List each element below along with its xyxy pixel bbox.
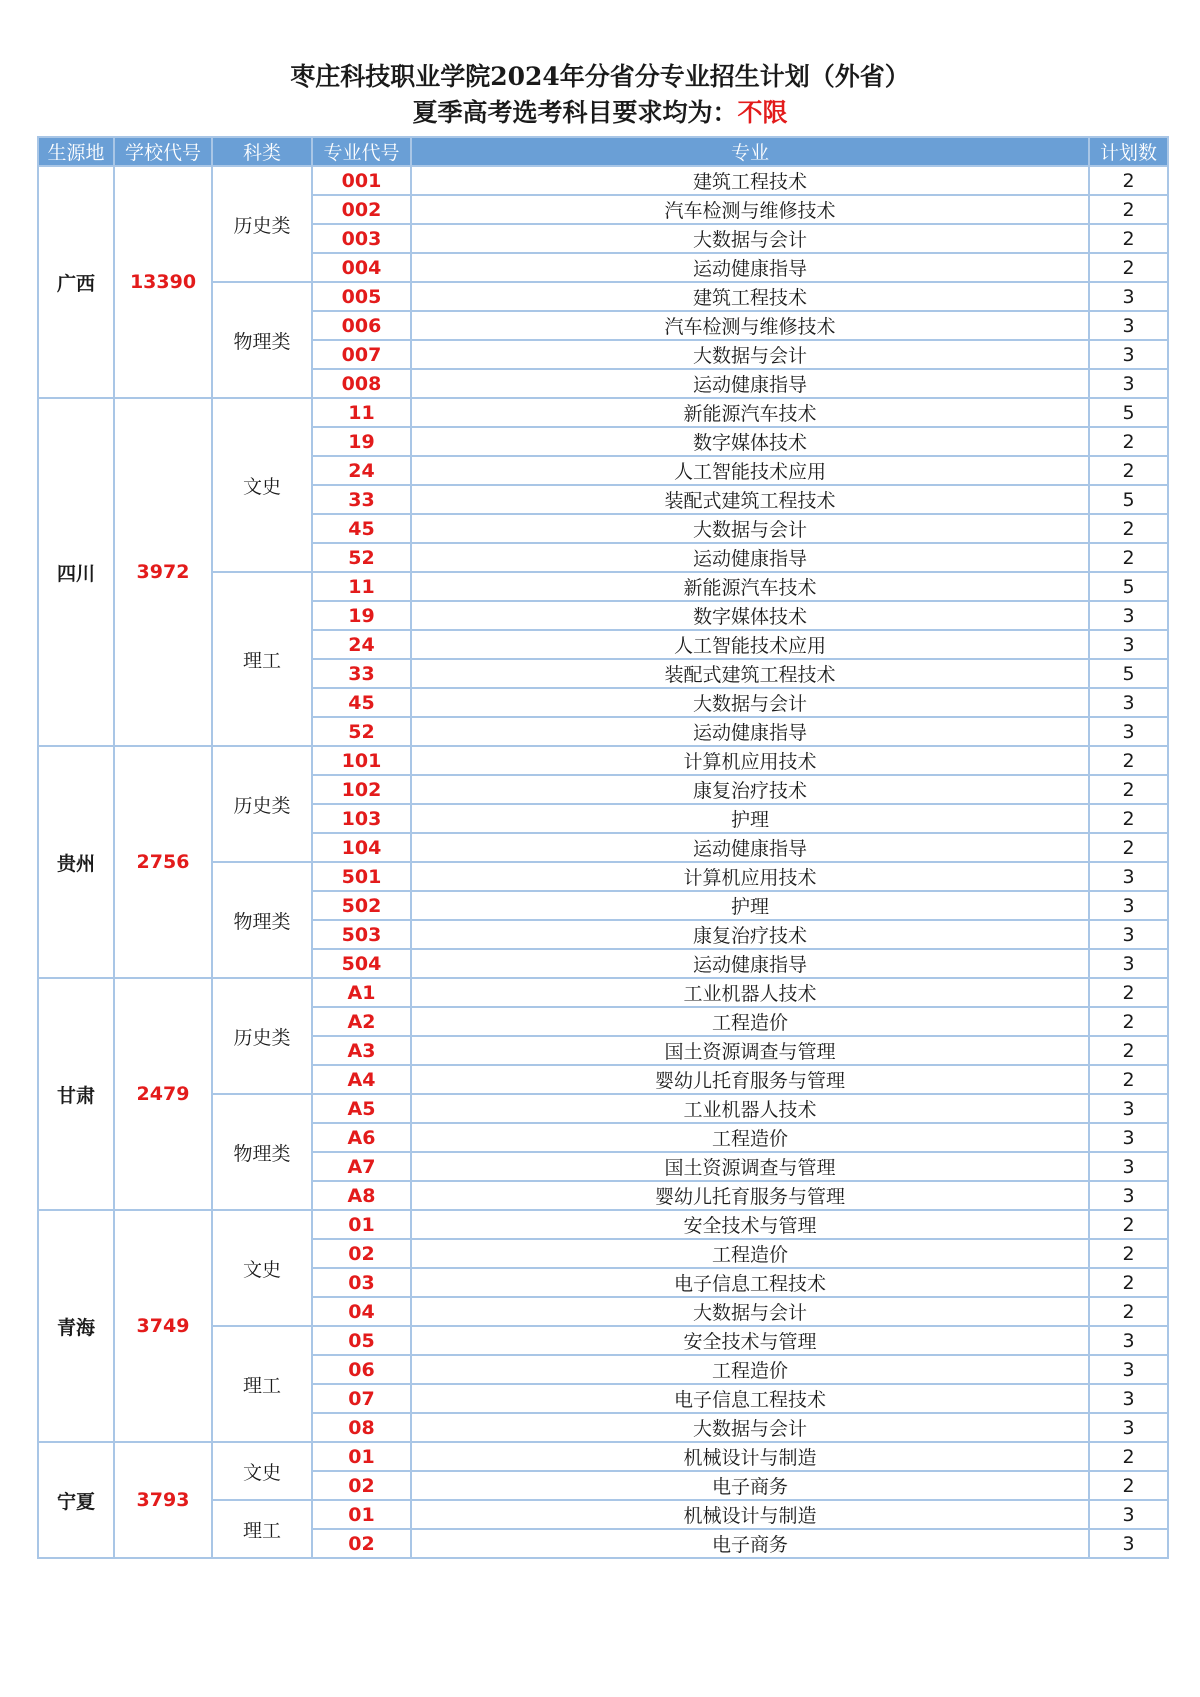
- major-cell: 大数据与会计: [411, 1297, 1089, 1326]
- header-category: 科类: [212, 137, 312, 166]
- province-cell: 贵州: [38, 746, 114, 978]
- major-cell: 汽车检测与维修技术: [411, 311, 1089, 340]
- table-row: [38, 166, 1168, 195]
- plan-count-cell: 3: [1089, 311, 1168, 340]
- table-body: [38, 166, 1168, 1558]
- major-code-cell: 01: [312, 1500, 411, 1529]
- major-cell: 婴幼儿托育服务与管理: [411, 1181, 1089, 1210]
- plan-count-cell: 2: [1089, 514, 1168, 543]
- major-cell: 新能源汽车技术: [411, 572, 1089, 601]
- category-cell: 物理类: [212, 1094, 312, 1210]
- plan-count-cell: 3: [1089, 1181, 1168, 1210]
- header-school-code: 学校代号: [114, 137, 212, 166]
- major-cell: 护理: [411, 891, 1089, 920]
- major-cell: 人工智能技术应用: [411, 456, 1089, 485]
- major-cell: 工业机器人技术: [411, 978, 1089, 1007]
- plan-count-cell: 2: [1089, 1036, 1168, 1065]
- plan-count-cell: 5: [1089, 485, 1168, 514]
- major-code-cell: 06: [312, 1355, 411, 1384]
- major-code-cell: 005: [312, 282, 411, 311]
- major-cell: 运动健康指导: [411, 717, 1089, 746]
- enrollment-plan-table: [37, 136, 1169, 1559]
- major-cell: 电子信息工程技术: [411, 1268, 1089, 1297]
- page-subtitle: [0, 96, 1200, 130]
- major-cell: 电子信息工程技术: [411, 1384, 1089, 1413]
- major-code-cell: 07: [312, 1384, 411, 1413]
- major-cell: 运动健康指导: [411, 253, 1089, 282]
- major-code-cell: 101: [312, 746, 411, 775]
- major-code-cell: 102: [312, 775, 411, 804]
- category-cell: 理工: [212, 572, 312, 746]
- plan-count-cell: 3: [1089, 862, 1168, 891]
- major-code-cell: 45: [312, 514, 411, 543]
- major-cell: 康复治疗技术: [411, 920, 1089, 949]
- plan-count-cell: 2: [1089, 1268, 1168, 1297]
- major-cell: 机械设计与制造: [411, 1442, 1089, 1471]
- major-code-cell: 02: [312, 1239, 411, 1268]
- major-code-cell: 11: [312, 572, 411, 601]
- table-header-row: [38, 137, 1168, 166]
- major-code-cell: 05: [312, 1326, 411, 1355]
- major-code-cell: 01: [312, 1442, 411, 1471]
- major-cell: 人工智能技术应用: [411, 630, 1089, 659]
- header-province: 生源地: [38, 137, 114, 166]
- plan-count-cell: 3: [1089, 717, 1168, 746]
- header-major: 专业: [411, 137, 1089, 166]
- major-code-cell: 006: [312, 311, 411, 340]
- major-cell: 建筑工程技术: [411, 166, 1089, 195]
- major-cell: 安全技术与管理: [411, 1326, 1089, 1355]
- major-cell: 工程造价: [411, 1355, 1089, 1384]
- plan-count-cell: 2: [1089, 224, 1168, 253]
- major-cell: 数字媒体技术: [411, 427, 1089, 456]
- major-code-cell: 33: [312, 659, 411, 688]
- plan-count-cell: 2: [1089, 775, 1168, 804]
- major-cell: 康复治疗技术: [411, 775, 1089, 804]
- major-cell: 电子商务: [411, 1471, 1089, 1500]
- plan-count-cell: 3: [1089, 1413, 1168, 1442]
- category-cell: 文史: [212, 398, 312, 572]
- plan-count-cell: 3: [1089, 340, 1168, 369]
- major-cell: 机械设计与制造: [411, 1500, 1089, 1529]
- plan-count-cell: 3: [1089, 630, 1168, 659]
- major-code-cell: 103: [312, 804, 411, 833]
- major-code-cell: 45: [312, 688, 411, 717]
- major-cell: 工程造价: [411, 1007, 1089, 1036]
- plan-count-cell: 2: [1089, 195, 1168, 224]
- major-code-cell: 007: [312, 340, 411, 369]
- category-cell: 理工: [212, 1326, 312, 1442]
- plan-count-cell: 2: [1089, 427, 1168, 456]
- major-code-cell: A6: [312, 1123, 411, 1152]
- major-code-cell: 04: [312, 1297, 411, 1326]
- major-code-cell: 24: [312, 456, 411, 485]
- table-row: [38, 978, 1168, 1007]
- major-cell: 装配式建筑工程技术: [411, 659, 1089, 688]
- major-cell: 电子商务: [411, 1529, 1089, 1558]
- table-row: [38, 398, 1168, 427]
- school-code-cell: 3972: [114, 398, 212, 746]
- plan-count-cell: 5: [1089, 398, 1168, 427]
- major-cell: 运动健康指导: [411, 833, 1089, 862]
- plan-count-cell: 2: [1089, 978, 1168, 1007]
- plan-count-cell: 3: [1089, 891, 1168, 920]
- plan-count-cell: 3: [1089, 1355, 1168, 1384]
- plan-count-cell: 3: [1089, 1326, 1168, 1355]
- plan-count-cell: 5: [1089, 659, 1168, 688]
- plan-count-cell: 3: [1089, 1529, 1168, 1558]
- major-cell: 装配式建筑工程技术: [411, 485, 1089, 514]
- plan-count-cell: 3: [1089, 1500, 1168, 1529]
- major-code-cell: A7: [312, 1152, 411, 1181]
- school-code-cell: 2756: [114, 746, 212, 978]
- province-cell: 甘肃: [38, 978, 114, 1210]
- plan-count-cell: 3: [1089, 920, 1168, 949]
- major-cell: 工程造价: [411, 1123, 1089, 1152]
- plan-count-cell: 3: [1089, 369, 1168, 398]
- major-code-cell: 52: [312, 717, 411, 746]
- major-code-cell: 08: [312, 1413, 411, 1442]
- major-code-cell: A1: [312, 978, 411, 1007]
- major-cell: 运动健康指导: [411, 949, 1089, 978]
- plan-count-cell: 3: [1089, 1384, 1168, 1413]
- major-cell: 建筑工程技术: [411, 282, 1089, 311]
- major-code-cell: 502: [312, 891, 411, 920]
- major-code-cell: 003: [312, 224, 411, 253]
- province-cell: 青海: [38, 1210, 114, 1442]
- plan-count-cell: 2: [1089, 253, 1168, 282]
- plan-count-cell: 2: [1089, 833, 1168, 862]
- school-code-cell: 3793: [114, 1442, 212, 1558]
- table-row: [38, 1210, 1168, 1239]
- major-cell: 护理: [411, 804, 1089, 833]
- plan-count-cell: 5: [1089, 572, 1168, 601]
- plan-count-cell: 3: [1089, 688, 1168, 717]
- major-code-cell: A2: [312, 1007, 411, 1036]
- plan-count-cell: 2: [1089, 804, 1168, 833]
- plan-count-cell: 3: [1089, 1152, 1168, 1181]
- plan-count-cell: 2: [1089, 543, 1168, 572]
- major-cell: 计算机应用技术: [411, 862, 1089, 891]
- major-cell: 数字媒体技术: [411, 601, 1089, 630]
- major-cell: 大数据与会计: [411, 688, 1089, 717]
- major-code-cell: 002: [312, 195, 411, 224]
- major-cell: 汽车检测与维修技术: [411, 195, 1089, 224]
- header-major-code: 专业代号: [312, 137, 411, 166]
- header-plan-count: 计划数: [1089, 137, 1168, 166]
- plan-count-cell: 3: [1089, 1123, 1168, 1152]
- subtitle-highlight: 不限: [737, 98, 788, 127]
- category-cell: 文史: [212, 1210, 312, 1326]
- major-cell: 工程造价: [411, 1239, 1089, 1268]
- province-cell: 广西: [38, 166, 114, 398]
- plan-count-cell: 2: [1089, 456, 1168, 485]
- plan-count-cell: 2: [1089, 1007, 1168, 1036]
- major-cell: 运动健康指导: [411, 369, 1089, 398]
- plan-count-cell: 2: [1089, 1065, 1168, 1094]
- major-code-cell: 503: [312, 920, 411, 949]
- page-title: 枣庄科技职业学院2024年分省分专业招生计划（外省）: [290, 62, 910, 91]
- plan-count-cell: 2: [1089, 1297, 1168, 1326]
- province-cell: 宁夏: [38, 1442, 114, 1558]
- province-cell: 四川: [38, 398, 114, 746]
- table-row: [38, 746, 1168, 775]
- major-code-cell: 008: [312, 369, 411, 398]
- category-cell: 物理类: [212, 862, 312, 978]
- category-cell: 历史类: [212, 978, 312, 1094]
- plan-count-cell: 3: [1089, 1094, 1168, 1123]
- major-cell: 计算机应用技术: [411, 746, 1089, 775]
- major-code-cell: 01: [312, 1210, 411, 1239]
- school-code-cell: 3749: [114, 1210, 212, 1442]
- plan-count-cell: 2: [1089, 746, 1168, 775]
- major-code-cell: 52: [312, 543, 411, 572]
- major-cell: 新能源汽车技术: [411, 398, 1089, 427]
- plan-count-cell: 3: [1089, 949, 1168, 978]
- major-code-cell: 501: [312, 862, 411, 891]
- major-cell: 大数据与会计: [411, 224, 1089, 253]
- major-code-cell: 504: [312, 949, 411, 978]
- plan-count-cell: 3: [1089, 601, 1168, 630]
- major-code-cell: 33: [312, 485, 411, 514]
- category-cell: 历史类: [212, 166, 312, 282]
- major-cell: 婴幼儿托育服务与管理: [411, 1065, 1089, 1094]
- plan-count-cell: 3: [1089, 282, 1168, 311]
- major-code-cell: 02: [312, 1529, 411, 1558]
- subtitle-prefix: 夏季高考选考科目要求均为：: [412, 98, 738, 127]
- major-code-cell: 004: [312, 253, 411, 282]
- major-code-cell: A4: [312, 1065, 411, 1094]
- major-code-cell: 11: [312, 398, 411, 427]
- major-code-cell: A3: [312, 1036, 411, 1065]
- major-code-cell: 001: [312, 166, 411, 195]
- major-cell: 运动健康指导: [411, 543, 1089, 572]
- school-code-cell: 2479: [114, 978, 212, 1210]
- major-cell: 大数据与会计: [411, 340, 1089, 369]
- plan-count-cell: 2: [1089, 1239, 1168, 1268]
- major-code-cell: 19: [312, 427, 411, 456]
- major-cell: 国土资源调查与管理: [411, 1152, 1089, 1181]
- major-cell: 大数据与会计: [411, 1413, 1089, 1442]
- major-cell: 国土资源调查与管理: [411, 1036, 1089, 1065]
- major-code-cell: 19: [312, 601, 411, 630]
- school-code-cell: 13390: [114, 166, 212, 398]
- major-code-cell: A8: [312, 1181, 411, 1210]
- category-cell: 物理类: [212, 282, 312, 398]
- category-cell: 文史: [212, 1442, 312, 1500]
- major-code-cell: 02: [312, 1471, 411, 1500]
- major-cell: 工业机器人技术: [411, 1094, 1089, 1123]
- major-code-cell: 03: [312, 1268, 411, 1297]
- table-row: [38, 1442, 1168, 1471]
- plan-count-cell: 2: [1089, 1442, 1168, 1471]
- major-code-cell: 104: [312, 833, 411, 862]
- major-code-cell: A5: [312, 1094, 411, 1123]
- major-cell: 大数据与会计: [411, 514, 1089, 543]
- category-cell: 历史类: [212, 746, 312, 862]
- plan-count-cell: 2: [1089, 1471, 1168, 1500]
- major-code-cell: 24: [312, 630, 411, 659]
- plan-count-cell: 2: [1089, 166, 1168, 195]
- plan-count-cell: 2: [1089, 1210, 1168, 1239]
- category-cell: 理工: [212, 1500, 312, 1558]
- major-cell: 安全技术与管理: [411, 1210, 1089, 1239]
